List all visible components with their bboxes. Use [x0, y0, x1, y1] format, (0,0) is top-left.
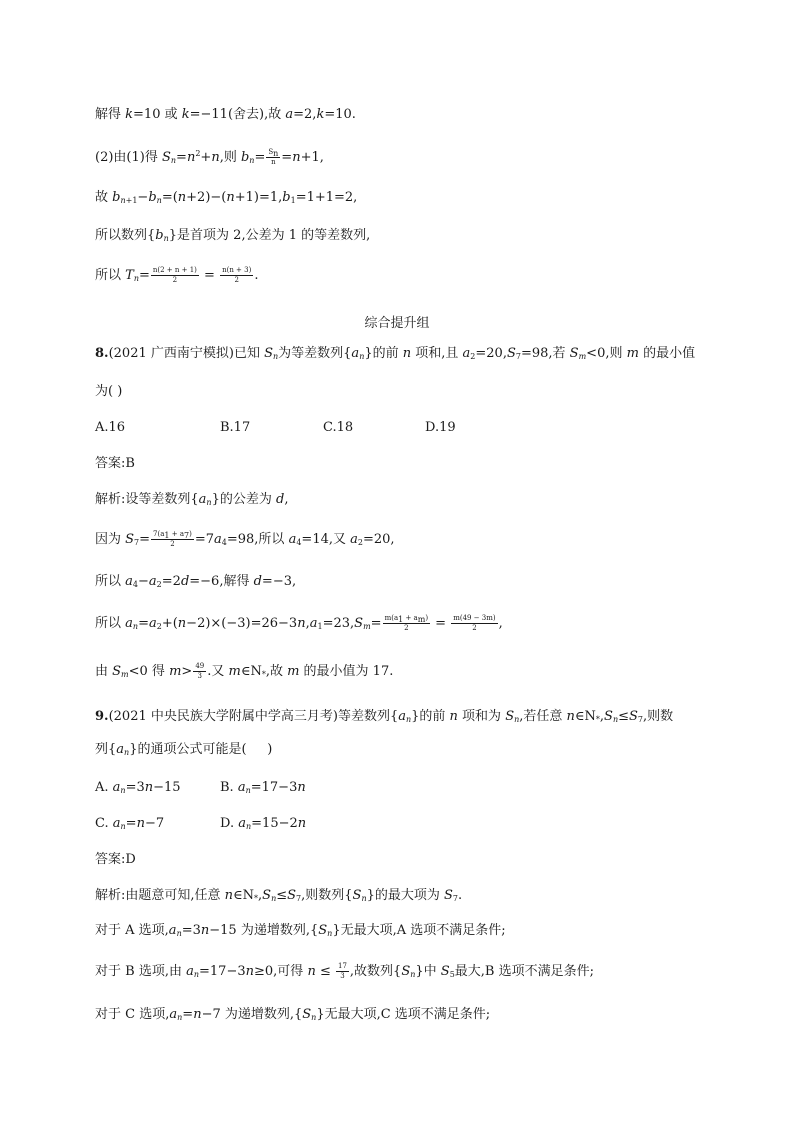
question-8-option-a: A.16 — [95, 420, 126, 435]
question-9-analysis-2: 对于 A 选项$,a_n=3n-15$ 为递增数列$,\{S_n\}$无最大项,A 选项不满足条件; — [95, 923, 506, 938]
solution-line-tn: 所以 $T_n=$ $\frac{n(2 + n + 1)}{2}$ = $\frac{n(n + 3)}{2}$ . — [95, 266, 259, 284]
question-8-stem: 8.(2021 广西南宁模拟)已知 $S_n$为等差数列$\{a_n\}$的前 n 项和,且 $a_2=20,S_7=98$,若 $S_m<0$,则 m 的最小值 — [95, 346, 696, 361]
question-9-analysis-3: 对于 B 选项,由 $a_n=17-3n\ge 0$,可得 n ≤ $\frac{17}{3}$ ,故数列$\{S_n\}$中 $S_5$最大,B 选项不满足条件; — [95, 962, 594, 980]
question-9-analysis-1: 解析:由题意可知,任意 $n\in N_*,S_n\le S_7$,则数列$\{S_n\}$的最大项为 $S_7$. — [95, 888, 463, 903]
question-8-analysis-3: 所以 $a_4-a_2=2d=-6$,解得 d=−3, — [95, 574, 297, 589]
question-9-stem: 9.(2021 中央民族大学附属中学高三月考)等差数列$\{a_n\}$的前 n 项和为 $S_n$,若任意 $n\in N_*,S_n\le S_7$,则数 — [95, 709, 674, 724]
solution-line-bn: (2)由(1)得 $S_n=n^2+n$,则 $b_n=$ $\frac{S_n}{n}$ =n+1, — [95, 148, 324, 166]
question-8-analysis-1: 解析:设等差数列$\{a_n\}$的公差为 d, — [95, 492, 289, 507]
question-8-option-c: C.18 — [323, 420, 354, 435]
solution-line-k: 解得 k=10 或 k=−11(舍去),故 a=2,k=10. — [95, 107, 356, 122]
question-8-option-b: B.17 — [220, 420, 251, 435]
question-8-analysis-5: 由 $S_m<0$ 得 m> $\frac{49}{3}$ .又 $m\in N_*$,故 m 的最小值为 17. — [95, 662, 394, 680]
question-9-stem-cont: 列$\{a_n\}$的通项公式可能是( ) — [95, 742, 273, 757]
question-8-option-d: D.19 — [425, 420, 456, 435]
question-9-option-a: A. $a_n=3n-15$ — [95, 780, 181, 795]
question-8-stem-cont: 为( ) — [95, 384, 123, 399]
question-9-option-d: D. $a_n=15-2n$ — [220, 816, 307, 831]
section-title: 综合提升组 — [364, 316, 430, 331]
question-9-answer: 答案:D — [95, 852, 136, 867]
solution-line-diff: 故 $b_{n+1}-b_n=(n+2)-(n+1)=1,b_1=1+1=2$, — [95, 190, 358, 205]
question-8-answer: 答案:B — [95, 456, 135, 471]
question-9-analysis-4: 对于 C 选项$,a_n=n-7$ 为递增数列$,\{S_n\}$无最大项,C 选项不满足条件; — [95, 1007, 491, 1022]
solution-line-arith: 所以数列$\{b_n\}$是首项为 2,公差为 1 的等差数列, — [95, 228, 371, 243]
question-9-option-b: B. $a_n=17-3n$ — [220, 780, 306, 795]
question-9-option-c: C. $a_n=n-7$ — [95, 816, 165, 831]
question-8-analysis-2: 因为 $S_7=$ $\frac{7(a_1 + a_7)}{2}$ $=7a_4=98$,所以 $a_4=14$,又 $a_2=20$, — [95, 530, 395, 548]
question-8-analysis-4: 所以 $a_n=a_2+(n-2)\times(-3)=26-3n,a_1=23,S_m=$ $\frac{m(a_1 + a_m)}{2}$ = $\frac{m(49 - 3m)}{2}$ , — [95, 614, 503, 632]
